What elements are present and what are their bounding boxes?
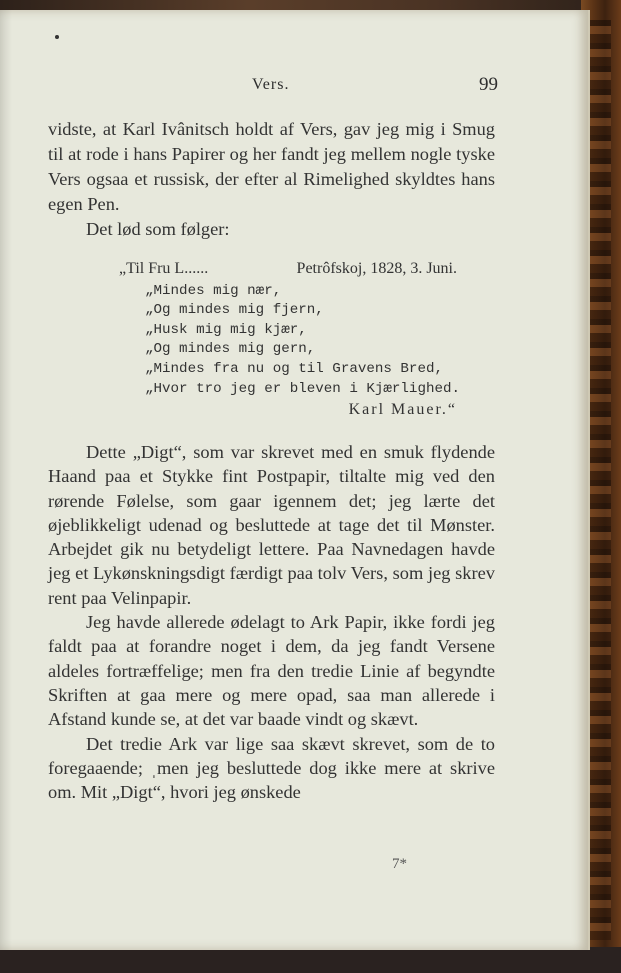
poem-place-date: Petrôfskoj, 1828, 3. Juni. (296, 260, 457, 277)
poem-heading (119, 259, 457, 279)
ink-speck (55, 35, 59, 39)
quoted-poem (119, 259, 461, 420)
signature-mark: 7* (392, 856, 407, 872)
scan-bottom-edge (0, 947, 621, 973)
paragraph-5-text: Det tredie Ark var lige saa skævt skrevet, som de to foregaaende; ˌmen jeg besluttede dog ikke mere at skrive om. Mit „Digt“, hvori jeg ønskede (48, 733, 495, 803)
paragraph-4-text: Jeg havde allerede ødelagt to Ark Papir, ikke fordi jeg faldt paa at forandre noget i dem, da jeg fandt Versene aldeles fortræffelige; men fra den tredie Linie af begyndte Skriften at gaa mere og mere opad, saa man allerede i Afstand kunde se, at det var baade vindt og skævt. (48, 612, 495, 730)
page-number: 99 (479, 74, 498, 95)
poem-line: „Husk mig mig kjær, (145, 321, 307, 338)
poem-line: „Mindes mig nær, (145, 282, 282, 299)
paragraph-3 (48, 440, 495, 610)
paragraph-2 (48, 217, 495, 242)
page-header (48, 74, 498, 98)
poem-line: „Hvor tro jeg er bleven i Kjærlighed. (145, 380, 461, 397)
page-gutter-shade (0, 10, 12, 950)
poem-line: „Og mindes mig fjern, (145, 302, 324, 319)
opening-text (48, 117, 495, 242)
running-head: Vers. (252, 76, 290, 93)
paragraph-5 (48, 732, 495, 805)
paragraph-1: vidste, at Karl Ivânitsch holdt af Vers, gav jeg mig i Smug til at rode i hans Papirer og her fandt jeg mellem nogle tyske Vers ogsaa et russisk, der efter al Rimelighed skyldtes hans egen Pen. (48, 119, 495, 214)
paragraph-4 (48, 610, 495, 731)
poem-salutation: „Til Fru L...... (119, 260, 209, 277)
paragraph-2-text: Det lød som følger: (86, 219, 230, 239)
paragraph-3-text: Dette „Digt“, som var skrevet med en smuk flydende Haand paa et Stykke fint Postpapir, tiltalte mig ved den rørende Følelse, som gaar igennem det; jeg lærte det øjeblikkeligt udenad og besluttede at tage det til Mønster. Arbejdet gik nu betydeligt lettere. Paa Navnedagen havde jeg et Lykønskningsdigt færdigt paa tolv Vers, som jeg skrev rent paa Velinpapir. (48, 442, 495, 608)
poem-line: „Og mindes mig gern, (145, 341, 316, 358)
poem-signature: Karl Mauer.“ (348, 401, 457, 419)
poem-line: „Mindes fra nu og til Gravens Bred, (145, 360, 443, 377)
body-text (48, 440, 495, 804)
